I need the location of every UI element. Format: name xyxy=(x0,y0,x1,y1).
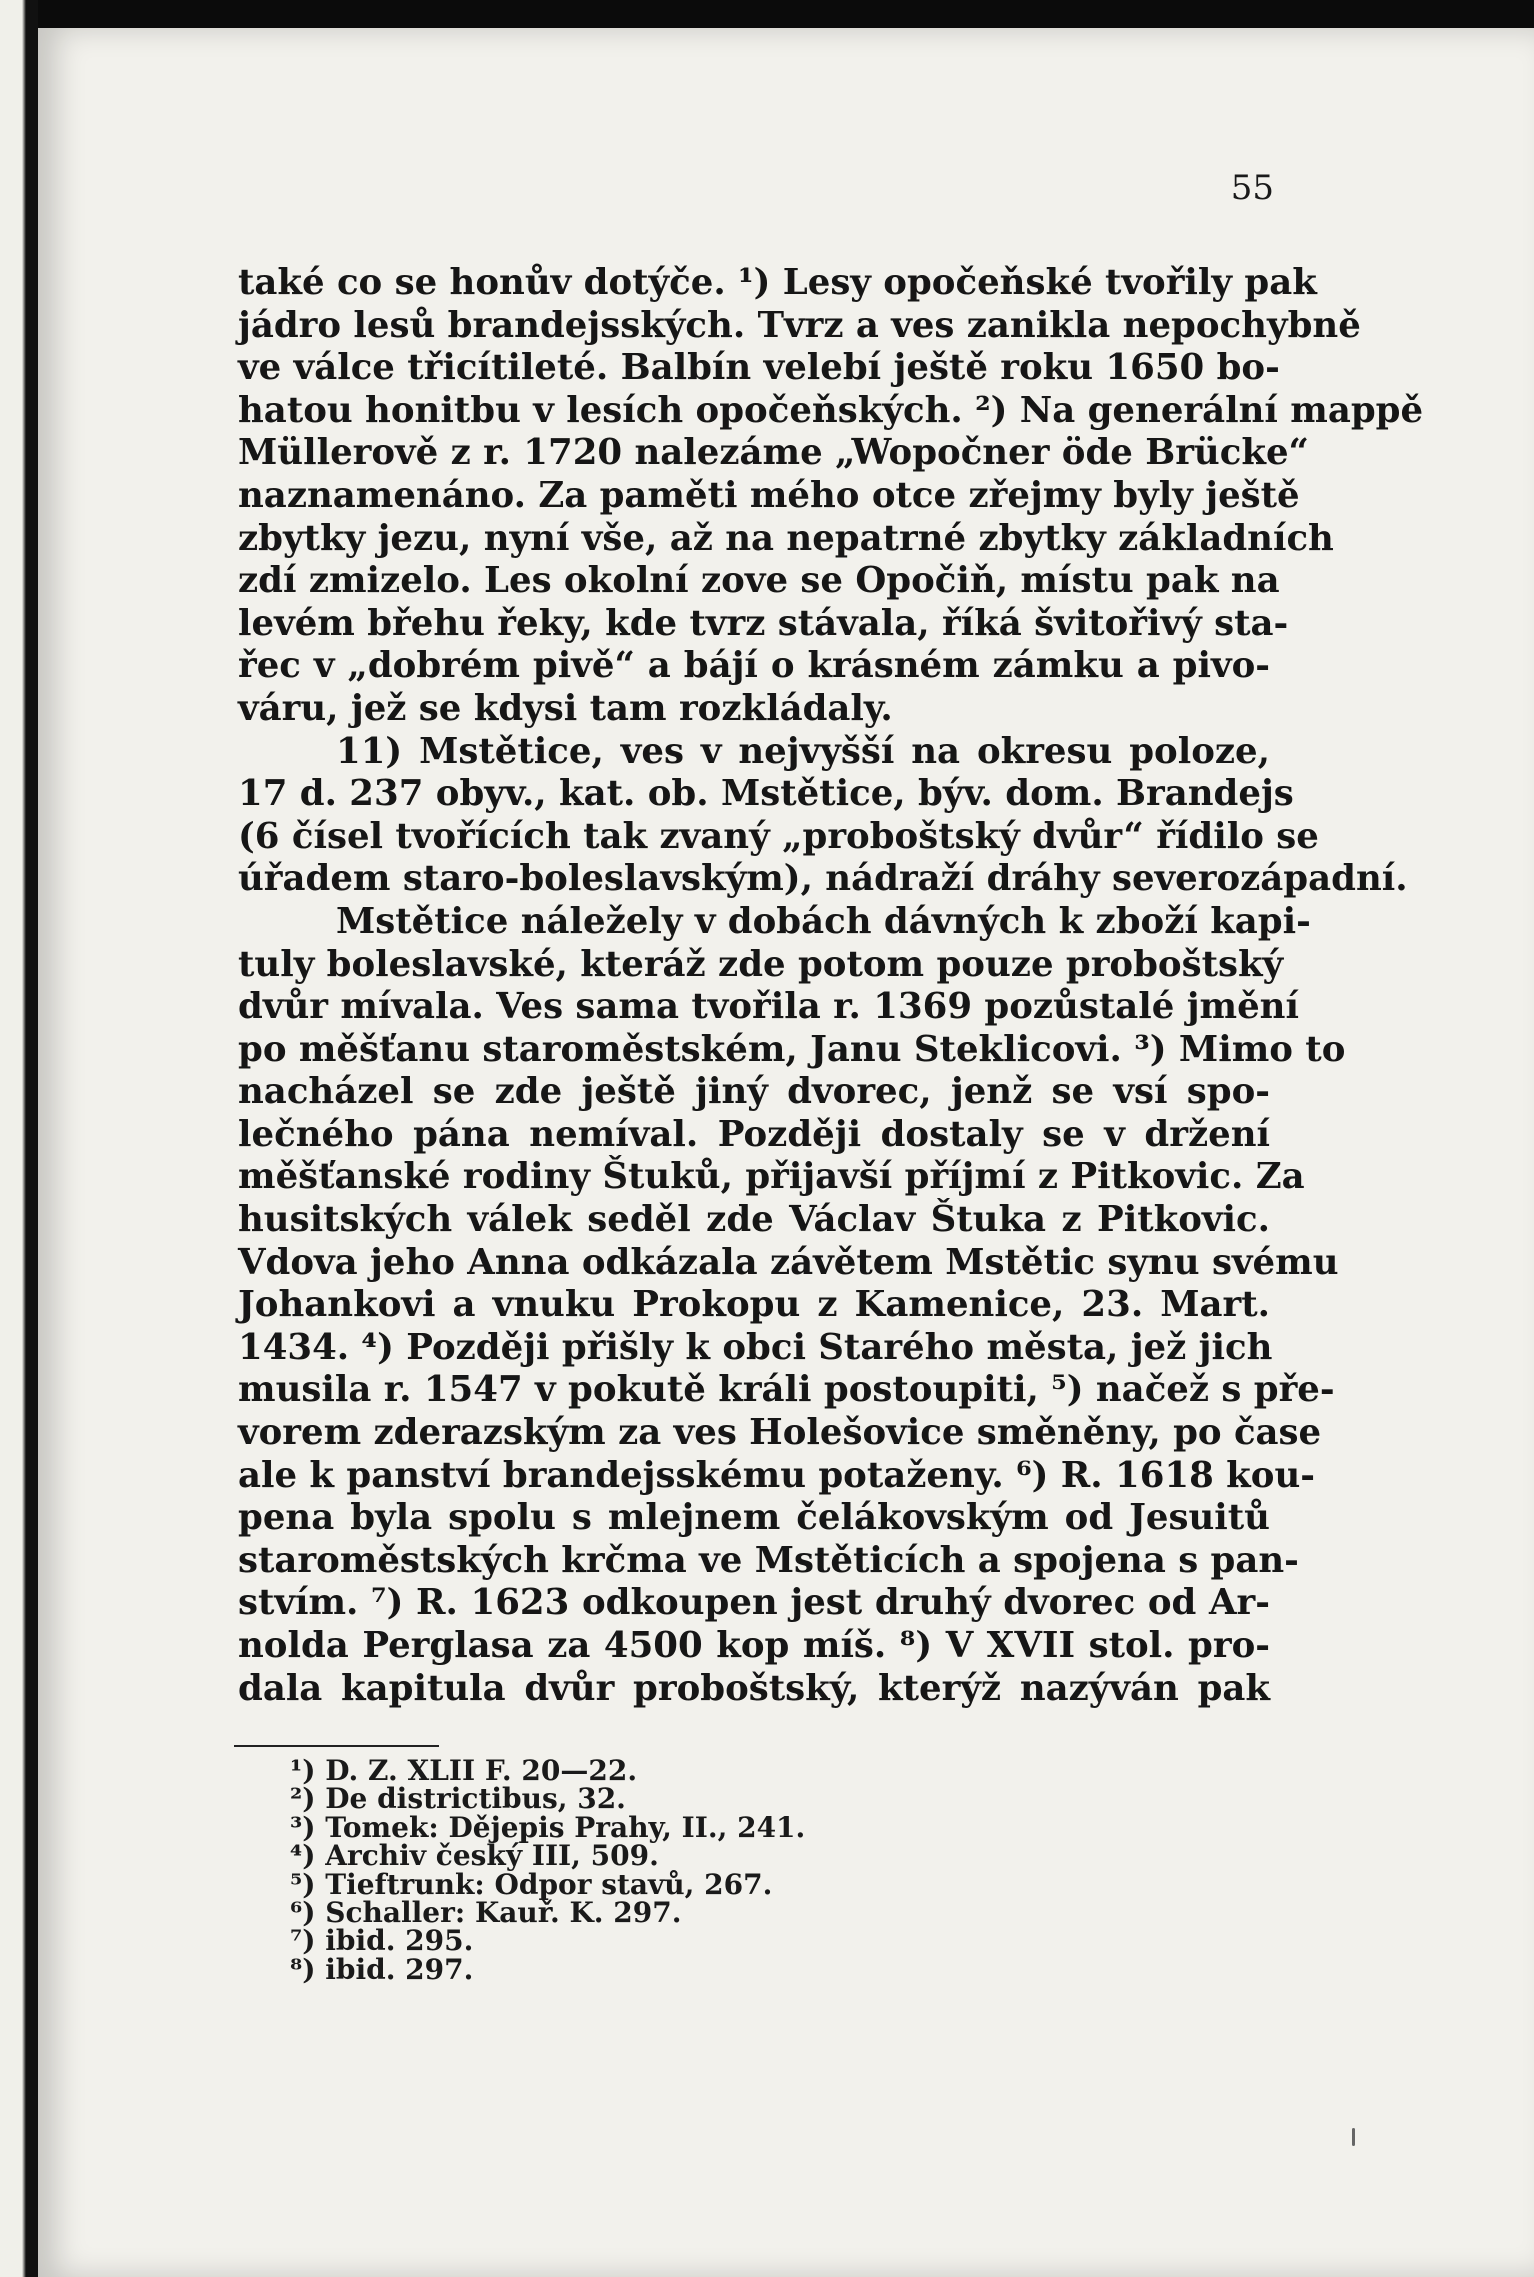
text-line: staroměstských krčma ve Mstěticích a spojena s pan- xyxy=(238,1539,1299,1581)
text-line: vorem zderazským za ves Holešovice směněny, po čase xyxy=(238,1412,1322,1454)
text-line: Vdova jeho Anna odkázala závětem Mstětic synu svému xyxy=(238,1241,1339,1283)
text-line: ale k panství brandejsskému potaženy. ⁶) R. 1618 kou- xyxy=(238,1454,1315,1496)
text-line: stvím. ⁷) R. 1623 odkoupen jest druhý dvorec od Ar- xyxy=(238,1582,1270,1624)
text-line: musila r. 1547 v pokutě králi postoupiti, ⁵) načež s pře- xyxy=(238,1369,1335,1411)
paper-mark xyxy=(1352,2128,1355,2146)
footnote: ⁵) Tieftrunk: Odpor stavů, 267. xyxy=(290,1867,773,1901)
text-line: pena byla spolu s mlejnem čelákovským od Jesuitů xyxy=(238,1497,1270,1539)
footnote: ⁴) Archiv český III, 509. xyxy=(290,1839,659,1873)
text-line: nacházel se zde ještě jiný dvorec, jenž se vsí spo- xyxy=(238,1071,1270,1113)
text-line: zbytky jezu, nyní vše, až na nepatrné zbytky základních xyxy=(238,517,1334,559)
text-line: také co se honův dotýče. ¹) Lesy opočeňské tvořily pak xyxy=(238,262,1317,303)
text-line: zdí zmizelo. Les okolní zove se Opočiň, místu pak na xyxy=(238,560,1280,602)
text-line: po měšťanu staroměstském, Janu Steklicovi. ³) Mimo to xyxy=(238,1028,1346,1070)
text-line: hatou honitbu v lesích opočeňských. ²) Na generální mappě xyxy=(238,389,1424,431)
text-line: husitských válek seděl zde Václav Štuka z Pitkovic. xyxy=(238,1199,1270,1241)
footnote: ⁷) ibid. 295. xyxy=(290,1924,474,1958)
text-line: levém břehu řeky, kde tvrz stávala, říká švitořivý sta- xyxy=(238,602,1289,644)
book-binding-shadow xyxy=(0,0,38,2277)
footnotes xyxy=(290,1754,806,1986)
text-line: dala kapitula dvůr proboštský, kterýž nazýván pak xyxy=(238,1667,1270,1709)
footnote: ¹) D. Z. XLII F. 20—22. xyxy=(290,1754,638,1787)
footnote: ⁶) Schaller: Kauř. K. 297. xyxy=(290,1896,682,1930)
text-line: váru, jež se kdysi tam rozkládaly. xyxy=(238,687,893,729)
text-line: Johankovi a vnuku Prokopu z Kamenice, 23. Mart. xyxy=(238,1284,1270,1326)
footnote: ³) Tomek: Dějepis Prahy, II., 241. xyxy=(290,1810,806,1844)
text-line: (6 čísel tvořících tak zvaný „proboštský dvůr“ řídilo se xyxy=(238,815,1319,857)
text-line: měšťanské rodiny Štuků, přijavší příjmí z Pitkovic. Za xyxy=(238,1156,1305,1198)
text-line: dvůr mívala. Ves sama tvořila r. 1369 pozůstalé jmění xyxy=(238,986,1299,1028)
text-line: ve válce třicítileté. Balbín velebí ještě roku 1650 bo- xyxy=(238,347,1280,389)
body-text xyxy=(238,262,1424,1710)
page-number: 55 xyxy=(1230,168,1274,208)
text-line: úřadem staro-boleslavským), nádraží dráhy severozápadní. xyxy=(238,858,1408,900)
text-line: nolda Perglasa za 4500 kop míš. ⁸) V XVII stol. pro- xyxy=(238,1625,1270,1666)
footnote-separator xyxy=(234,1745,439,1747)
footnote: ⁸) ibid. 297. xyxy=(290,1952,474,1986)
text-line: 1434. ⁴) Později přišly k obci Starého města, jež jich xyxy=(238,1326,1273,1368)
text-line: řec v „dobrém pivě“ a bájí o krásném zámku a pivo- xyxy=(238,645,1270,687)
text-line: 17 d. 237 obyv., kat. ob. Mstětice, býv. dom. Brandejs xyxy=(238,773,1294,815)
text-line: lečného pána nemíval. Později dostaly se v držení xyxy=(238,1113,1270,1155)
text-line: Mstětice náležely v dobách dávných k zboží kapi- xyxy=(336,900,1311,942)
text-line: jádro lesů brandejsských. Tvrz a ves zanikla nepochybně xyxy=(238,304,1361,346)
text-line: 11) Mstětice, ves v nejvyšší na okresu poloze, xyxy=(336,730,1270,772)
text-line: Müllerově z r. 1720 nalezáme „Wopočner öde Brücke“ xyxy=(238,432,1309,474)
text-line: naznamenáno. Za paměti mého otce zřejmy byly ještě xyxy=(238,474,1300,516)
text-line: tuly boleslavské, kteráž zde potom pouze proboštský xyxy=(238,943,1284,985)
footnote: ²) De districtibus, 32. xyxy=(290,1782,626,1816)
